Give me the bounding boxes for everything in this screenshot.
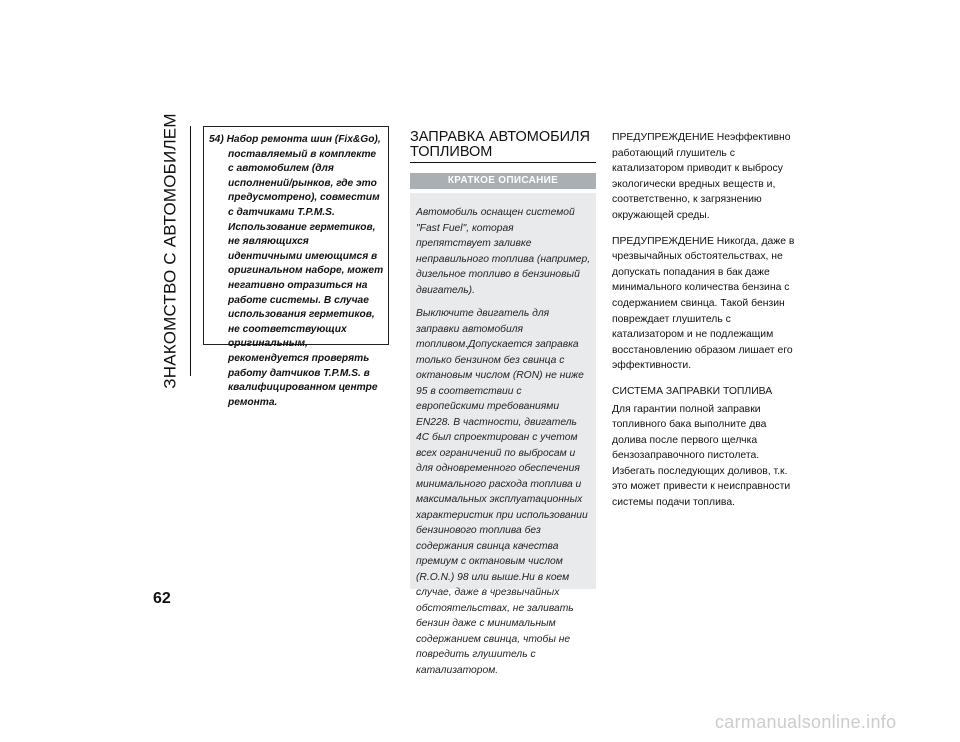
warning-paragraph: ПРЕДУПРЕЖДЕНИЕ Никогда, даже в чрезвычайных обстоятельствах, не допускать попадания в бак даже минимального количества бензина с содержанием свинца. Такой бензин повреждает глушитель с катализатором и не подлежащим восстановлению образом лишает его эффективности.	[612, 235, 795, 372]
chapter-title: ЗНАКОМСТВО С АВТОМОБИЛЕМ	[161, 113, 180, 389]
warning-paragraph: ПРЕДУПРЕЖДЕНИЕ Неэффективно работающий глушитель с катализатором приводит к выбросу экологически вредных веществ и, соответственно, к загрязнению окружающей среды.	[612, 132, 791, 221]
footnote-box	[203, 126, 389, 408]
chapter-divider	[190, 126, 191, 376]
watermark: carmanualsonline.info	[715, 712, 897, 732]
footnote-text: Набор ремонта шин (Fix&Go), поставляемый в комплекте с автомобилем (для исполнений/рынков, где это предусмотрено), совместим с датчиками T.P.M.S. Использование герметиков, не являющихся идентичными имеющимся в оригинальном наборе, может негативно отразиться на работе системы. В случае использования герметиков, не соответствующих оригинальным, рекомендуется проверять работу датчиков T.P.M.S. в квалифицированном центре ремонта.	[226, 134, 384, 408]
summary-paragraph: Выключите двигатель для заправки автомобиля топливом.Допускается заправка только бензином без свинца с октановым числом (RON) не ниже 95 в соответствии с европейскими требованиями EN228. В частности, двигатель 4C был спроектирован с учетом всех ограничений по выбросам и для одновременного обеспечения минимального расхода топлива и максимальных эксплуатационных характеристик при использовании бензинового топлива без содержания свинца качества премиум с октановым числом (R.O.N.) 98 или выше.Ни в коем случае, даже в чрезвычайных обстоятельствах, не заливать бензин даже с минимальным содержанием свинца, чтобы не повредить глушитель с катализатором.	[416, 308, 588, 676]
body-paragraph: Для гарантии полной заправки топливного бака выполните два долива после первого щелчка бензозаправочного пистолета. Избегать последующих доливов, т.к. это может привести к неисправности системы подачи топлива.	[612, 403, 791, 509]
right-column	[612, 130, 796, 521]
summary-box	[410, 193, 596, 676]
summary-paragraph: Автомобиль оснащен системой "Fast Fuel", которая препятствует заливке неправильного топлива (например, дизельное топливо в бензиновый двигатель).	[416, 207, 591, 296]
page-number: 62	[153, 590, 171, 607]
summary-banner: КРАТКОЕ ОПИСАНИЕ	[410, 173, 596, 189]
section-title: ЗАПРАВКА АВТОМОБИЛЯ ТОПЛИВОМ	[410, 130, 596, 163]
footnote-number: 54)	[209, 134, 224, 145]
subsection-title: СИСТЕМА ЗАПРАВКИ ТОПЛИВА	[612, 385, 773, 397]
footnote-paragraph	[209, 133, 384, 410]
